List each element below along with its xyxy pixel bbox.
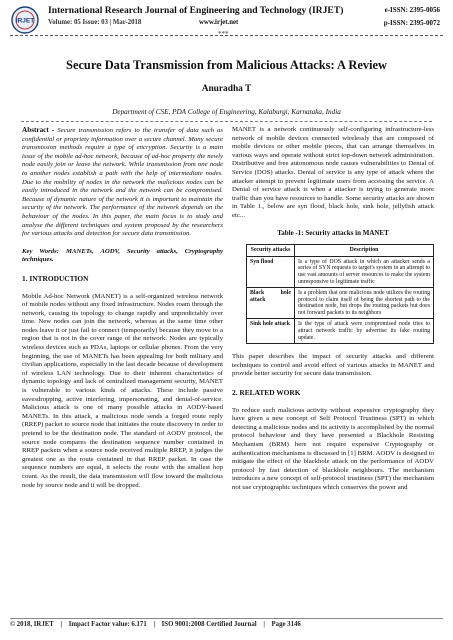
left-column [22,126,223,495]
footer-iso: ISO 9001:2008 Certified Journal [161,621,257,628]
attack-description: Is the type of attack were compromised node tries to attract network traffic by advertise its fake routing update. [295,319,434,344]
volume-line: Volume: 05 Issue: 03 | Mar-2018 [48,19,142,26]
journal-header [0,0,453,44]
keywords-label: Key Words: [22,247,66,255]
attack-name: Syn flood [247,256,295,287]
footer-separator: | [153,621,155,628]
security-attacks-table [246,244,434,344]
paper-title: Secure Data Transmission from Malicious Attacks: A Review [66,58,387,72]
attack-description: Is a problem that one malicious node utilizes the routing protocol to claim itself of being the shortest path to the destination node, but drops the routing packets but does not forward packets to its neighbors [295,288,434,319]
title-divider [21,121,432,122]
attack-description: Is a type of DOS attack in which an attacker sends a series of SYN requests to target's system in an attempt to use vast amounts of server resources to make the system unresponsive to legitimate traffic [295,256,434,287]
footer-page-number: Page 3146 [271,621,301,628]
header-stars: *** [218,30,229,38]
footer-separator: | [263,621,265,628]
keywords-list: MANETs, AODV, Security attacks, Cryptography techniques. [22,247,223,264]
author-affiliation: Department of CSE, PDA College of Engineering, Kalaburgi, Karnataka, India [112,108,341,116]
abstract-body: Secure transmission refers to the transfer of data such as confidential or propriety information over a secure channel. Many secure transmission methods require a type of encryption. Security is a main issue of the mobile ad-hoc network, because of ad-hoc property the newly node easily join or leave the network. While transmission from one node to another nodes establish a path with the help of intermediate nodes. Due to the mobility of nodes in the network the malicious nodes can be easily introduced in the network and the network can be compromised. Because of dynamic nature of the network it is important to maintain the security of the network. The performance of the network depends on the behaviour of the nodes. In this paper, the main focus is to study and analyse the different techniques and system proposed by the researchers for various attacks and detection for secure data transmission. [22,127,224,238]
table-caption: Table -1: Security attacks in MANET [277,228,389,237]
journal-title: International Research Journal of Engineering and Technology (IRJET) [48,5,344,16]
journal-website-link[interactable]: www.irjet.net [199,19,239,26]
right-column [232,126,434,498]
table-header-description: Description [295,245,434,257]
attack-name: Sink hole attack [247,319,295,344]
table-row [247,319,434,344]
section-heading-related-work: 2. RELATED WORK [232,388,301,398]
related-work-paragraph: To reduce such malicious activity without expensive cryptography they have given a new concept of Self Protocol Trustiness (SPT) in which detecting a malicious nodes and its activity is accomplished by the normal protocol behaviour and they have presented a Blackhole Resisting Mechanism (BRM) here not require expensive Cryptography or authentication mechanisms is discussed in [1] BRM. AODV is designed to mitigate the effect of the blackhole attack on the performance of AODV protocol by fast detection of blackhole neighbours. The mechanism introduces a new concept of self-protocol trustiness (SPT) the mechanism not use cryptographic techniques which conserves the power and [232,406,434,491]
intro-paragraph: Mobile Ad-hoc Network (MANET) is a self-organized wireless network of mobile nodes without any fixed infrastructure. Nodes roam through the network, causing its topology to change rapidly and unpredictably over time. New nodes can join the network, whereas at the same time other nodes leave it or just fail to connect (temporarily) because they move to a region that is not in the cover range of the network. Nodes are typically wireless devices such as PDAs, laptops or cellular phones. From the very beginning, the use of MANETs has been appealing for both military and civilian applications, especially in the last decade because of development of wireless LAN technology. Due to their inherent characteristics of dynamic topology and lack of centralized management security, MANET is vulnerable to various kinds of attacks. These include passive eavesdropping, active interfering, impersonating, and denial-of-service. Malicious attack is one of many possible attacks in AODV-based MANETs. In this attack, a malicious node sends a forged route reply (RREP) packet to source node that initiates the route discovery in order to pretend to be the destination node. The standard of AODV protocol, the source node compares the destination sequence number contained in RREP packets when a source node received multiple RREP, it judges the greatest one as the route contained in that RREP packet. In case the sequence numbers are equal, it selects the route with the smallest hop count. As the result, the data transmission will flow toward the malicious node by source node and it will be dropped. [22,292,223,489]
attack-name: Black hole attack [247,288,295,319]
manet-paragraph: MANET is a network continuously self-configuring infrastructure-less network of mobile devices connected wirelessly that are composed of mobile devices or other mobile pieces, that can arrange themselves in various ways and operate without strict top-down network administration. Distributive and free autonomous node causes vulnerabilities to Denial of Service (DOS) attacks. Denial of service is any type of attack where the attacker attempt to prevent legitimate users from accessing the service. A Denial of service attack is when a attacker is trying to generate more traffic than you have resources to handle. Some security attacks are shown in Table 1., below are syn flood, black hole, sink hole, jellyfish attack etc... [232,126,434,219]
table-header-attack: Security attacks [247,245,295,257]
section-heading-introduction: 1. INTRODUCTION [22,273,89,283]
abstract [22,126,223,239]
footer-divider [10,618,443,619]
e-issn: e-ISSN: 2395-0056 [384,6,440,14]
irjet-logo-icon [10,5,40,35]
logo-text: IRJET [15,17,35,25]
footer-impact-factor: Impact Factor value: 6.171 [68,621,147,628]
table-row [247,256,434,287]
paper-author: Anuradha T [201,84,252,94]
footer-separator: | [60,621,62,628]
scope-paragraph: This paper describes the impact of security attacks and different techniques to control and avoid effect of various attacks in MANET and provide better security for secure data transmission. [232,353,434,378]
p-issn: p-ISSN: 2395-0072 [383,19,440,27]
keywords [22,248,223,265]
abstract-heading: Abstract - [22,126,58,134]
footer-copyright: © 2018, IRJET [10,621,54,628]
table-row [247,288,434,319]
page-footer [10,621,443,628]
